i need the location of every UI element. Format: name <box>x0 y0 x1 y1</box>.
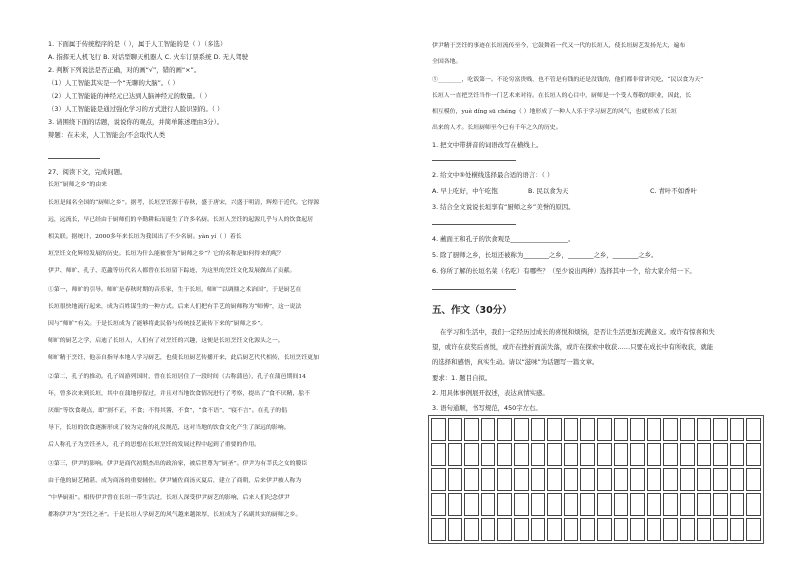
grid-cell <box>580 418 595 441</box>
paragraph-line: 都称伊尹为“烹饪之圣”。于是长垣人学厨艺的风气越来越浓厚，长垣成为了名副其实的厨师之乡。 <box>48 512 302 518</box>
grid-cell <box>448 468 463 491</box>
essay-writing-grid <box>428 415 764 544</box>
right-question-4: 4. 蘸面王和孔子的饮食观是__________________。 <box>432 235 575 243</box>
answer-line <box>48 158 100 159</box>
grid-cell <box>531 418 546 441</box>
grid-cell <box>614 493 629 516</box>
essay-prompt-line: 在学习和生活中，我们一定经历过成长的喜悦和烦恼，是否让生活更加充满意义。或许有惊喜和失 <box>440 328 715 336</box>
grid-cell <box>448 518 463 541</box>
question-2-item-2: （2）人工智能能的神经元已达到人脑神经元的数量。（ ） <box>48 92 211 100</box>
right-question-3: 3. 结合全文说说长垣享有“厨师之乡”美誉的原因。 <box>432 203 575 211</box>
grid-cell <box>514 418 529 441</box>
grid-cell <box>630 468 645 491</box>
grid-cell <box>730 493 745 516</box>
grid-cell <box>597 443 612 466</box>
grid-cell <box>464 418 479 441</box>
grid-cell <box>647 443 662 466</box>
paragraph-line: 厌细”等饮食观点，即“割不正，不食；不得其酱，不食”，“食不语”，“寝不言”。在孔子的倡 <box>48 408 288 414</box>
paragraph-line: ①第一，师旷的引导。师旷是春秋时期的音乐家，生于长垣，师旷“以调鼎之术治国”，于是厨艺在 <box>48 287 302 293</box>
grid-cell <box>514 493 529 516</box>
grid-cell <box>647 493 662 516</box>
grid-cell <box>697 518 712 541</box>
paragraph-line: 导下，长垣的饮食逐渐形成了较为完备的礼仪规范，这对当地的饮食文化产生了深远的影响。 <box>48 425 290 431</box>
grid-cell <box>564 518 579 541</box>
grid-cell <box>730 443 745 466</box>
grid-cell <box>630 518 645 541</box>
grid-cell <box>547 418 562 441</box>
paragraph-line: 出来的人才。长垣厨师至今已有千年之久的历史。 <box>432 125 562 131</box>
question-27: 27、阅读下文，完成问题。 <box>48 168 127 176</box>
grid-cell <box>697 493 712 516</box>
paragraph-line: ⑤________，吃饭第一。不论穷富贵贱，也不管是有钱的还是没钱的，他们都非常讲究吃，“民以食为天” <box>432 77 704 83</box>
question-2: 2. 判断下列说法是否正确，对的画“√”，错的画“×”。 <box>48 66 201 74</box>
grid-cell <box>531 468 546 491</box>
paragraph-line: 相互模仿，yuè dǐng sū chéng（ ）地形成了一种人人乐于学习厨艺的风气，也就形成了长垣 <box>432 109 677 115</box>
grid-cell <box>547 443 562 466</box>
grid-cell <box>597 418 612 441</box>
grid-cell <box>514 468 529 491</box>
essay-requirement-3: 3. 语句通顺，书写规范，450字左右。 <box>432 404 542 412</box>
question-2-item-1: （1）人工智能其实是一个“无聊的大脑”。（ ） <box>48 79 179 87</box>
grid-cell <box>647 418 662 441</box>
grid-cell <box>697 418 712 441</box>
grid-cell <box>697 443 712 466</box>
grid-cell <box>680 443 695 466</box>
grid-cell <box>597 518 612 541</box>
grid-cell <box>448 443 463 466</box>
paragraph-line: 垣烹饪文化辉煌发展的历史。长垣为什么能被誉为“厨师之乡”？它的名称是如何得来的呢？ <box>48 251 284 257</box>
grid-cell <box>680 493 695 516</box>
question-2-item-3: （3）人工智能能是通过强化学习的方式进行人脸识别的。（ ） <box>48 105 224 113</box>
grid-cell <box>580 493 595 516</box>
grid-cell <box>431 443 446 466</box>
article-title: 长垣“厨师之乡”的由来 <box>48 182 108 188</box>
grid-cell <box>713 443 728 466</box>
grid-cell <box>730 418 745 441</box>
grid-cell <box>481 493 496 516</box>
grid-cell <box>663 493 678 516</box>
grid-cell <box>481 443 496 466</box>
grid-cell <box>431 493 446 516</box>
grid-cell <box>663 468 678 491</box>
essay-requirement-1: 要求：1. 题目自拟。 <box>432 374 492 382</box>
answer-line <box>432 289 516 290</box>
question-1: 1. 下面属于传统程序的是（ ），属于人工智能的是（ ）（多选） <box>48 40 227 48</box>
right-question-5: 5. 除了厨师之乡，长垣还被称为________之乡，________之乡，________之乡。 <box>432 251 658 259</box>
grid-cell <box>630 418 645 441</box>
grid-cell <box>630 443 645 466</box>
grid-cell <box>497 443 512 466</box>
grid-cell <box>464 493 479 516</box>
grid-cell <box>448 418 463 441</box>
grid-cell <box>514 518 529 541</box>
paragraph-line: ③第三，伊尹的影响。伊尹是商代初期杰出的政治家，被后世尊为“厨圣”。伊尹为有莘氏之女的媵臣 <box>48 461 308 467</box>
question-3: 3. 请围绕下面的话题，说说你的观点，并简单陈述理由3分）。 <box>48 118 224 126</box>
essay-requirement-2: 2. 用具体事例展开叙述，表达真情实感。 <box>432 389 549 397</box>
grid-cell <box>663 443 678 466</box>
grid-cell <box>464 468 479 491</box>
grid-cell <box>614 468 629 491</box>
grid-cell <box>580 518 595 541</box>
option-c: C. 青叶不如香叶 <box>650 187 697 195</box>
grid-cell <box>746 518 761 541</box>
grid-cell <box>713 418 728 441</box>
section-heading: 五、作文（30分） <box>432 305 512 316</box>
paragraph-line: ②第二，孔子的推动。孔子周游列国时，曾在长垣居住了一段时间（古称蒲邑），孔子在蒲邑期间14 <box>48 374 306 380</box>
essay-prompt-line: 望，或许在获奖后喜悦，或许在挫折面前失落，或许在探索中收获……只要在成长中有所收获，就能 <box>432 343 714 351</box>
paragraph-line: 因与“师旷”有关。于是长垣成为了能够将此民俗与传统技艺流传下来的“厨师之乡”。 <box>48 321 267 327</box>
grid-cell <box>564 493 579 516</box>
grid-cell <box>514 443 529 466</box>
grid-cell <box>713 518 728 541</box>
grid-cell <box>448 493 463 516</box>
option-b: B. 民以食为天 <box>528 187 569 195</box>
grid-cell <box>547 493 562 516</box>
grid-cell <box>746 418 761 441</box>
grid-cell <box>614 443 629 466</box>
paragraph-line: 师旷精于烹饪，他亲自指导本地人学习厨艺，也使长垣厨艺传播开来，此后厨艺代代相传，长垣烹饪更加 <box>48 355 319 361</box>
grid-cell <box>531 443 546 466</box>
answer-line <box>432 160 516 161</box>
grid-cell <box>481 468 496 491</box>
grid-cell <box>697 468 712 491</box>
grid-cell <box>663 518 678 541</box>
grid-cell <box>564 468 579 491</box>
grid-cell <box>730 468 745 491</box>
grid-cell <box>746 468 761 491</box>
grid-cell <box>497 518 512 541</box>
grid-cell <box>464 443 479 466</box>
grid-cell <box>497 493 512 516</box>
grid-cell <box>431 468 446 491</box>
grid-cell <box>746 493 761 516</box>
paragraph-line: 后人称孔子为烹饪圣人，孔子的思想在长垣烹饪的发展过程中起到了重要的作用。 <box>48 442 261 448</box>
grid-cell <box>580 443 595 466</box>
grid-cell <box>464 518 479 541</box>
grid-cell <box>614 418 629 441</box>
grid-cell <box>580 468 595 491</box>
grid-cell <box>647 518 662 541</box>
grid-cell <box>481 418 496 441</box>
grid-cell <box>431 518 446 541</box>
grid-cell <box>547 518 562 541</box>
paragraph-line: 长垣人一直把烹饪当作一门艺术来对待。在长垣人的心目中，厨师是一个受人尊敬的职业，因此，长 <box>432 93 692 99</box>
option-a: A. 早上吃好，中午吃饱 <box>432 187 498 195</box>
paragraph-line: 由于他的厨艺精湛，成为商汤的重要辅佐。伊尹辅佐商汤灭夏后，建立了商朝，后来伊尹被人称为 <box>48 478 302 484</box>
paragraph-line: 伊尹、师旷、孔子、范蠡等历代名人都曾在长垣留下踪迹，为这里的烹饪文化发展做出了贡献。 <box>48 268 296 274</box>
grid-cell <box>564 418 579 441</box>
grid-cell <box>680 468 695 491</box>
paragraph-line: 师旷的厨艺之学，启迪了长垣人，人们有了对烹饪的兴趣，这便是长垣烹饪文化源头之一。 <box>48 338 284 344</box>
grid-cell <box>746 443 761 466</box>
paragraph-line: 长垣很快地流行起来，成为百姓谋生的一种方式。后来人们把有手艺的厨师称为“师傅”，这一说法 <box>48 304 302 310</box>
grid-cell <box>431 418 446 441</box>
grid-cell <box>630 493 645 516</box>
grid-cell <box>564 443 579 466</box>
grid-cell <box>663 418 678 441</box>
paragraph-line: “中华厨祖”。相传伊尹曾在长垣一带生活过，长垣人深受伊尹厨艺的影响，后来人们纪念伊尹 <box>48 495 290 501</box>
paragraph-line: 远，远流长，早已经由于厨师们的辛勤耕耘而诞生了许多名厨。长垣人烹饪的起源几乎与人的饮食起居 <box>48 217 314 223</box>
grid-cell <box>531 518 546 541</box>
paragraph-line: 伊尹精于烹饪的事迹在长垣流传至今，它鼓舞着一代又一代的长垣人，使长垣厨艺发扬光大，遍布 <box>432 43 686 49</box>
grid-cell <box>547 468 562 491</box>
grid-cell <box>680 518 695 541</box>
grid-cell <box>680 418 695 441</box>
paragraph-line: 年，曾多次来到长垣，其中在蒲地停留过，并且对当地饮食情况进行了考察，提出了“食不厌精，脍不 <box>48 391 311 397</box>
grid-cell <box>497 468 512 491</box>
grid-cell <box>497 418 512 441</box>
paragraph-line: 相关联。据统计，2000多年来长垣为我国出了不少名厨。yàn yí（ ）着长 <box>48 234 242 240</box>
right-question-2: 2. 给文中⑤处横线选择最合适的语言：（ ） <box>432 171 554 179</box>
grid-cell <box>713 468 728 491</box>
grid-cell <box>597 493 612 516</box>
grid-cell <box>597 468 612 491</box>
grid-cell <box>730 518 745 541</box>
answer-line <box>432 224 516 225</box>
right-question-1: 1. 把文中带拼音的词语改写在横线上。 <box>432 141 543 149</box>
paragraph-line: 长垣是闻名全国的“厨师之乡”。据考，长垣烹饪源于春秋，盛于唐宋，兴盛于明清，辉煌于近代。它得源 <box>48 200 320 206</box>
grid-cell <box>481 518 496 541</box>
question-3-topic: 辩题：在未来，人工智能会/不会取代人类 <box>48 131 166 139</box>
question-1-options: A. 指挥无人机飞行 B. 对话型聊天机器人 C. 火车订票系统 D. 无人驾驶 <box>48 53 249 61</box>
grid-cell <box>614 518 629 541</box>
grid-cell <box>713 493 728 516</box>
paragraph-line: 全国各地。 <box>432 59 462 65</box>
grid-cell <box>647 468 662 491</box>
right-question-6: 6. 你所了解的长垣名菜（名吃）有哪些？（至少说出两种）选择其中一个，给大家介绍一下。 <box>432 267 696 275</box>
essay-prompt-line: 的选择和感悟，真实生动。请以“滋味”为话题写一篇文章。 <box>432 358 599 366</box>
grid-cell <box>531 493 546 516</box>
